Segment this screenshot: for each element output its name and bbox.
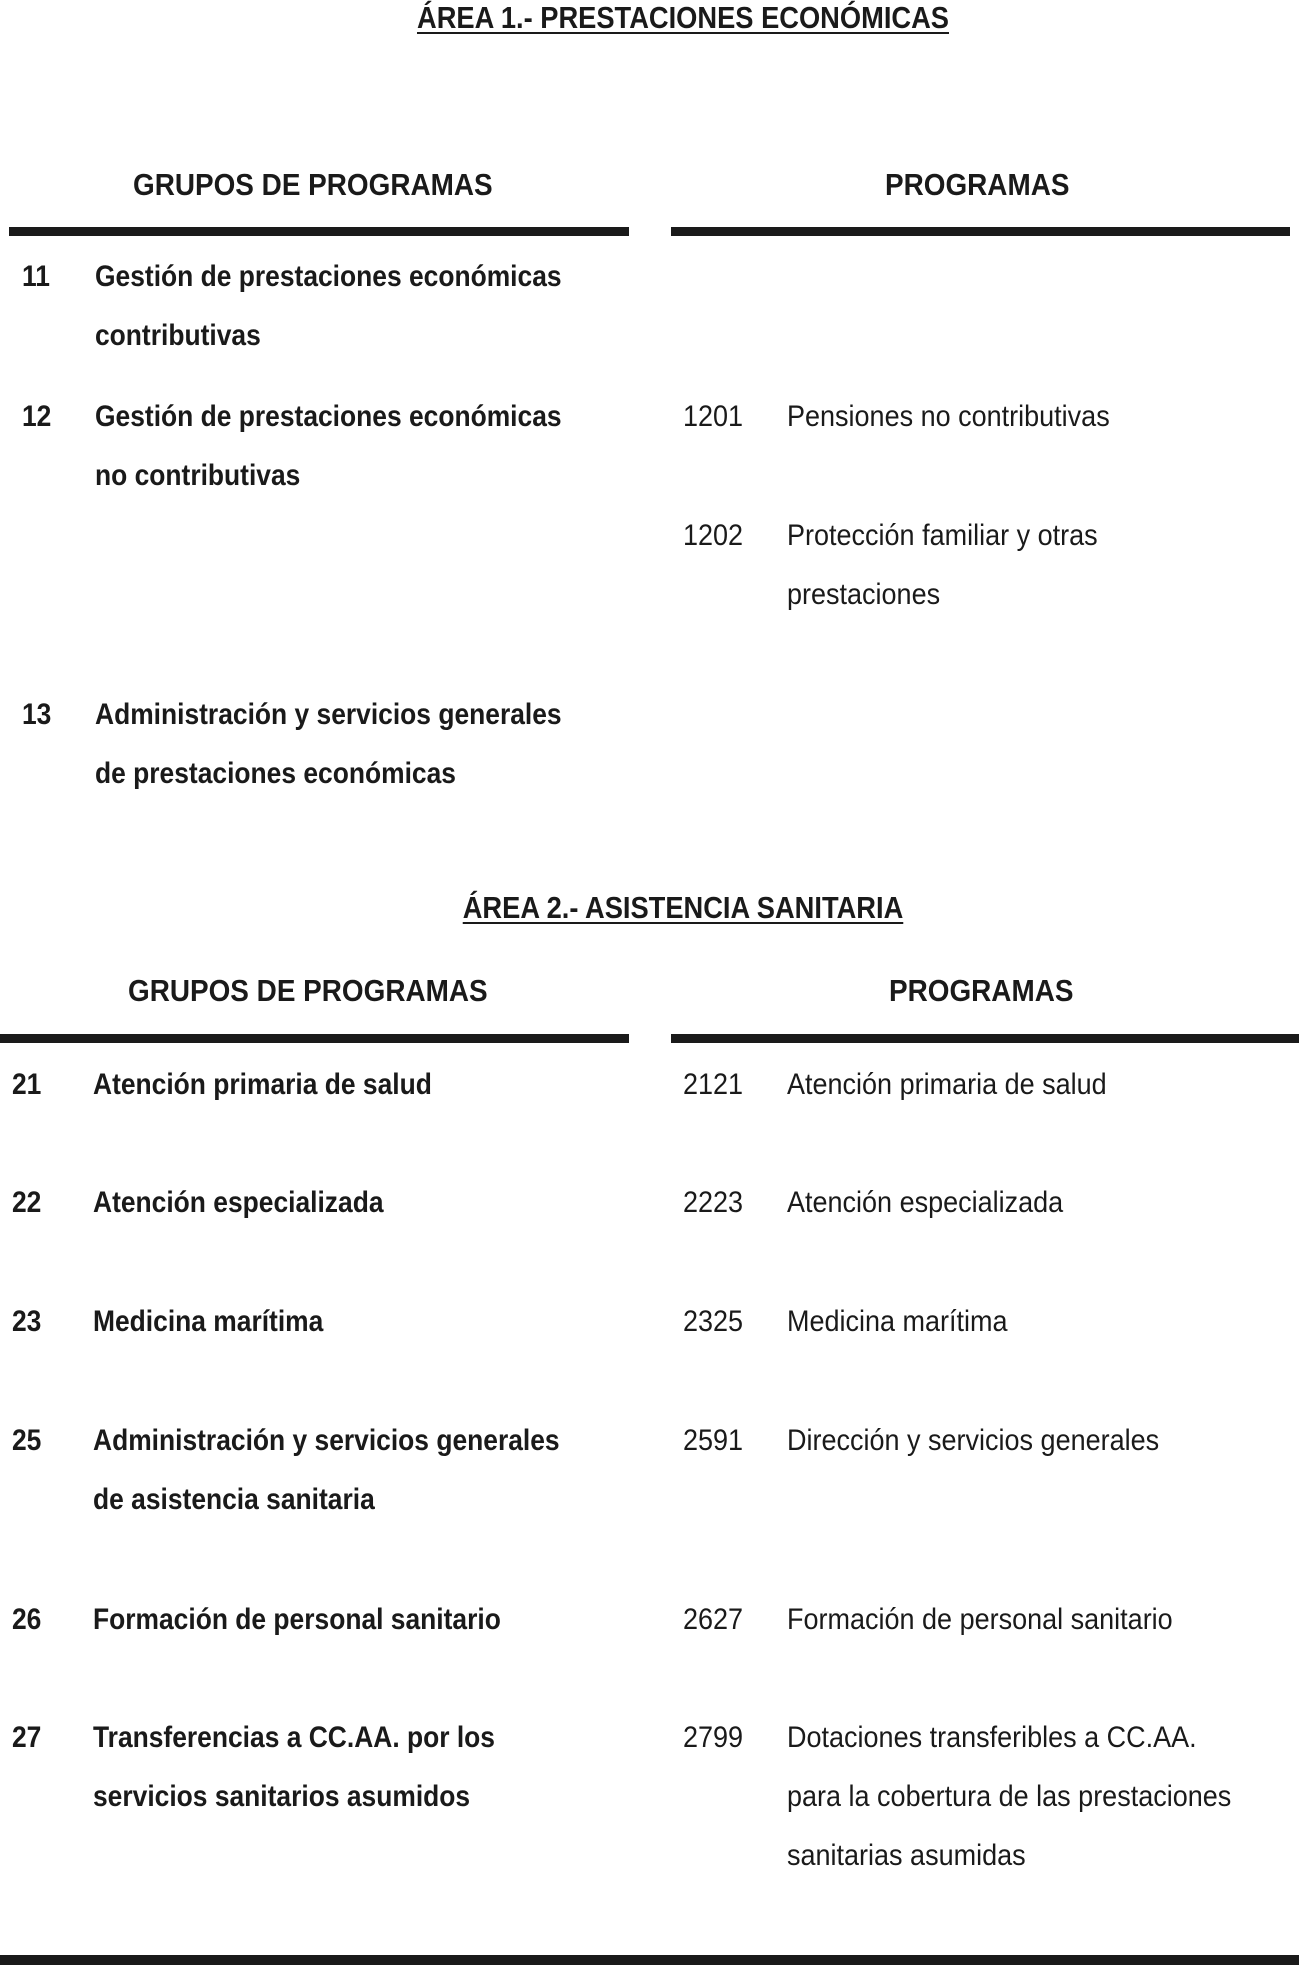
program-label-2325: Medicina marítima <box>787 1305 1008 1338</box>
group-label-22: Atención especializada <box>93 1186 384 1219</box>
area-2-groups-header: GRUPOS DE PROGRAMAS <box>128 973 488 1008</box>
area-1-programs-rule <box>671 227 1290 236</box>
program-label-2799: Dotaciones transferibles a CC.AA. para la cobertura de las prestaciones sanitarias asumidas <box>787 1721 1232 1872</box>
group-code-11: 11 <box>22 260 50 293</box>
program-label-2121: Atención primaria de salud <box>787 1068 1107 1101</box>
area-1-programs-header: PROGRAMAS <box>885 167 1070 202</box>
program-label-2627: Formación de personal sanitario <box>787 1603 1173 1636</box>
program-label-1202: Protección familiar y otras prestaciones <box>787 519 1098 611</box>
group-code-21: 21 <box>12 1068 42 1101</box>
program-code-1202: 1202 <box>683 519 744 552</box>
program-label-2223: Atención especializada <box>787 1186 1064 1219</box>
group-label-25: Administración y servicios generales de asistencia sanitaria <box>93 1424 560 1516</box>
group-label-12: Gestión de prestaciones económicas no contributivas <box>95 400 562 492</box>
area-1-title: ÁREA 1.- PRESTACIONES ECONÓMICAS <box>416 0 950 35</box>
area-1-groups-rule <box>9 227 629 236</box>
group-label-23: Medicina marítima <box>93 1305 324 1338</box>
program-code-2223: 2223 <box>683 1186 744 1219</box>
area-2-programs-rule <box>671 1034 1299 1043</box>
group-code-12: 12 <box>22 400 52 433</box>
program-label-1201: Pensiones no contributivas <box>787 400 1110 433</box>
group-code-27: 27 <box>12 1721 42 1754</box>
group-code-23: 23 <box>12 1305 42 1338</box>
group-label-27: Transferencias a CC.AA. por los servicios sanitarios asumidos <box>93 1721 495 1813</box>
group-label-13: Administración y servicios generales de prestaciones económicas <box>95 698 562 790</box>
group-label-11: Gestión de prestaciones económicas contributivas <box>95 260 562 352</box>
program-label-2591: Dirección y servicios generales <box>787 1424 1160 1457</box>
program-code-2799: 2799 <box>683 1721 744 1754</box>
area-2-programs-header: PROGRAMAS <box>889 973 1074 1008</box>
area-2-groups-rule <box>0 1034 629 1043</box>
program-code-2591: 2591 <box>683 1424 744 1457</box>
program-code-1201: 1201 <box>683 400 744 433</box>
program-code-2121: 2121 <box>683 1068 744 1101</box>
group-code-26: 26 <box>12 1603 42 1636</box>
area-2-title: ÁREA 2.- ASISTENCIA SANITARIA <box>462 890 904 925</box>
group-code-22: 22 <box>12 1186 42 1219</box>
program-code-2325: 2325 <box>683 1305 744 1338</box>
area-1-groups-header: GRUPOS DE PROGRAMAS <box>133 167 493 202</box>
group-code-13: 13 <box>22 698 52 731</box>
group-label-26: Formación de personal sanitario <box>93 1603 501 1636</box>
group-code-25: 25 <box>12 1424 42 1457</box>
bottom-rule <box>0 1955 1299 1965</box>
group-label-21: Atención primaria de salud <box>93 1068 432 1101</box>
program-code-2627: 2627 <box>683 1603 744 1636</box>
